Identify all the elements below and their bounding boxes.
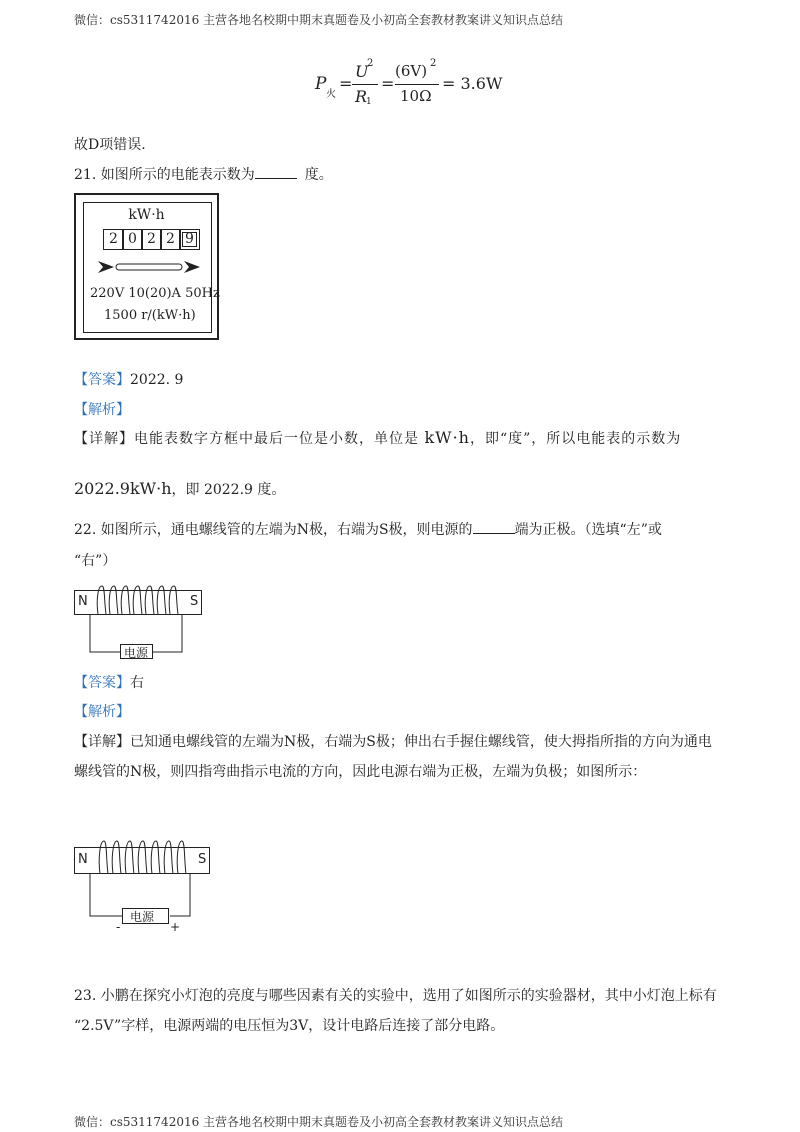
q21-question — [74, 165, 333, 185]
q21-detail-line2: 2022.9kW·h，即 2022.9 度。 — [74, 479, 286, 498]
meter-digit: 2 — [103, 229, 124, 250]
meter-unit: kW·h — [128, 207, 165, 223]
rotating-disc-arrow-icon — [96, 259, 202, 275]
n-pole-label: N — [78, 852, 88, 867]
analysis-label: 【解析】 — [74, 704, 130, 720]
formula-r-sub: 1 — [366, 97, 372, 107]
formula-r: R — [355, 87, 368, 106]
formula-u: U — [355, 62, 369, 81]
formula-u-sup: 2 — [367, 58, 374, 69]
meter-digit-decimal: 9 — [179, 229, 200, 250]
solenoid-diagram-answer — [74, 836, 214, 934]
q22-question-line1: 22. 如图所示，通电螺线管的左端为N极，右端为S极，则电源的 端为正极。（选填“左”或 — [74, 522, 662, 538]
formula-p: P — [315, 74, 327, 94]
meter-digit: 0 — [122, 229, 143, 250]
solenoid-diagram-question — [74, 582, 204, 662]
formula-num2-sup: 2 — [430, 58, 437, 69]
q21-after: 度。 — [304, 167, 333, 183]
q21-detail-line1: 【详解】电能表数字方框中最后一位是小数，单位是 kW·h，即“度”，所以电能表的示数为 — [74, 428, 682, 447]
power-formula: P 火 = U 2 R 1 = (6V) 2 10Ω = 3.6W — [315, 58, 503, 107]
negative-terminal-label: - — [116, 920, 121, 934]
q21-text: 21. 如图所示的电能表示数为 — [74, 167, 255, 183]
n-pole-label: N — [78, 594, 88, 609]
answer-label: 【答案】 — [74, 372, 130, 388]
detail-label: 【详解】 — [74, 431, 134, 447]
power-source-label: 电源 — [130, 910, 155, 924]
detail-label: 【详解】 — [74, 734, 130, 750]
meter-spec-line2: 1500 r/(kW·h) — [104, 308, 196, 323]
q21-answer — [74, 370, 183, 390]
meter-digit: 2 — [141, 229, 162, 250]
q22-answer-value: 右 — [130, 675, 144, 691]
q22-detail-line2: 螺线管的N极，则四指弯曲指示电流的方向，因此电源右端为正极，左端为负极；如图所示： — [74, 764, 647, 780]
meter-digit: 2 — [160, 229, 181, 250]
electric-meter — [74, 193, 219, 340]
q22-question-line2: “右”） — [74, 553, 117, 569]
q22-answer — [74, 673, 144, 693]
s-pole-label: S — [198, 852, 207, 867]
page-header: 微信：cs5311742016 主营各地名校期中期末真题卷及小初高全套教材教案讲义知识点总结 — [74, 13, 564, 27]
meter-spec-line1: 220V 10(20)A 50Hz — [90, 286, 220, 301]
positive-terminal-label: + — [170, 920, 181, 934]
q22-detail-line1: 【详解】已知通电螺线管的左端为N极，右端为S极；伸出右手握住螺线管，使大拇指所指的方向为通电 — [74, 734, 712, 750]
formula-result: = 3.6W — [442, 74, 503, 93]
formula-num2: (6V) — [395, 62, 428, 80]
conclusion-text: 故D项错误. — [74, 137, 146, 153]
meter-digits — [103, 229, 228, 250]
answer-label: 【答案】 — [74, 675, 130, 691]
q21-answer-value: 2022. 9 — [130, 372, 184, 388]
analysis-label: 【解析】 — [74, 402, 130, 418]
q23-question-line2: “2.5V”字样，电源两端的电压恒为3V，设计电路后连接了部分电路。 — [74, 1018, 505, 1034]
formula-p-sub: 火 — [326, 89, 336, 100]
formula-den2: 10Ω — [400, 87, 432, 105]
page-footer: 微信：cs5311742016 主营各地名校期中期末真题卷及小初高全套教材教案讲义知识点总结 — [74, 1115, 564, 1129]
s-pole-label: S — [190, 594, 199, 609]
power-source-label: 电源 — [124, 646, 149, 660]
q23-question-line1: 23. 小鹏在探究小灯泡的亮度与哪些因素有关的实验中，选用了如图所示的实验器材，其中小灯泡上标有 — [74, 988, 717, 1004]
